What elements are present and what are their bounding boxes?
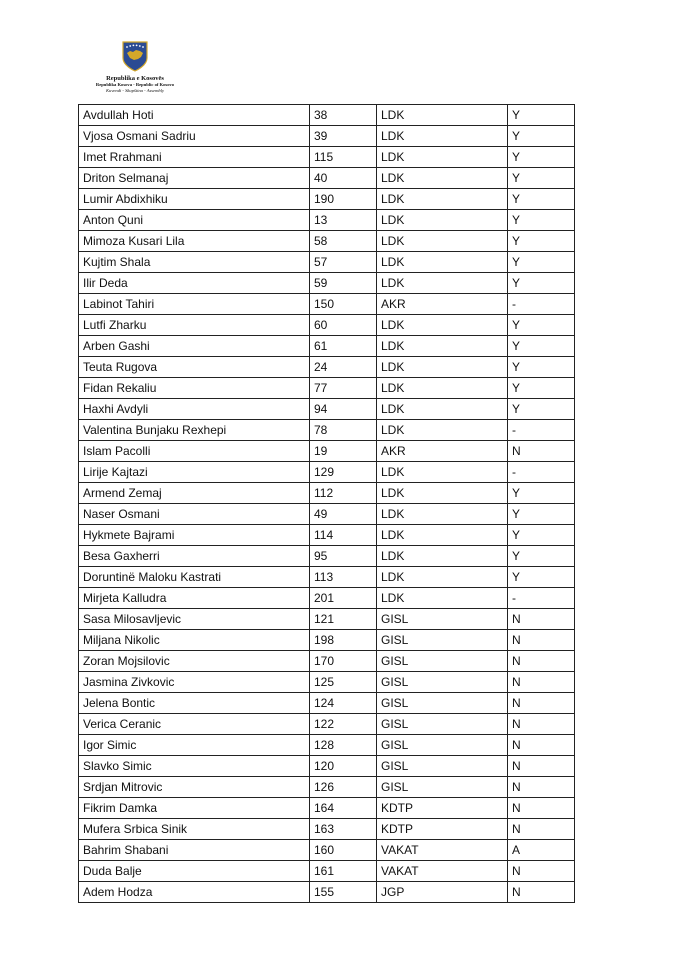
vote-table-body (79, 105, 575, 903)
table-row (79, 357, 575, 378)
vote-cell: N (508, 630, 575, 651)
vote-cell: Y (508, 504, 575, 525)
table-row (79, 525, 575, 546)
vote-cell: Y (508, 315, 575, 336)
party-cell: LDK (377, 252, 508, 273)
party-cell: LDK (377, 315, 508, 336)
member-name-cell: Lirije Kajtazi (79, 462, 310, 483)
party-cell: LDK (377, 168, 508, 189)
member-number-cell: 125 (310, 672, 377, 693)
member-number-cell: 78 (310, 420, 377, 441)
vote-cell: Y (508, 210, 575, 231)
member-number-cell: 190 (310, 189, 377, 210)
vote-cell: N (508, 861, 575, 882)
member-number-cell: 121 (310, 609, 377, 630)
member-name-cell: Verica Ceranic (79, 714, 310, 735)
party-cell: LDK (377, 546, 508, 567)
member-name-cell: Labinot Tahiri (79, 294, 310, 315)
party-cell: LDK (377, 378, 508, 399)
party-cell: GISL (377, 609, 508, 630)
table-row (79, 546, 575, 567)
vote-cell: Y (508, 546, 575, 567)
member-name-cell: Mimoza Kusari Lila (79, 231, 310, 252)
vote-cell: Y (508, 336, 575, 357)
table-row (79, 231, 575, 252)
party-cell: LDK (377, 588, 508, 609)
member-name-cell: Hykmete Bajrami (79, 525, 310, 546)
vote-cell: N (508, 609, 575, 630)
party-cell: LDK (377, 273, 508, 294)
vote-cell: N (508, 798, 575, 819)
member-number-cell: 126 (310, 777, 377, 798)
table-row (79, 756, 575, 777)
member-number-cell: 94 (310, 399, 377, 420)
member-name-cell: Teuta Rugova (79, 357, 310, 378)
vote-cell: Y (508, 105, 575, 126)
vote-cell: N (508, 735, 575, 756)
member-name-cell: Zoran Mojsilovic (79, 651, 310, 672)
table-row (79, 483, 575, 504)
member-number-cell: 163 (310, 819, 377, 840)
member-number-cell: 155 (310, 882, 377, 903)
member-number-cell: 164 (310, 798, 377, 819)
member-name-cell: Mufera Srbica Sinik (79, 819, 310, 840)
party-cell: LDK (377, 567, 508, 588)
member-number-cell: 160 (310, 840, 377, 861)
party-cell: LDK (377, 210, 508, 231)
member-name-cell: Mirjeta Kalludra (79, 588, 310, 609)
table-row (79, 294, 575, 315)
vote-cell: Y (508, 273, 575, 294)
member-name-cell: Kujtim Shala (79, 252, 310, 273)
member-name-cell: Valentina Bunjaku Rexhepi (79, 420, 310, 441)
vote-cell: N (508, 441, 575, 462)
vote-cell: Y (508, 567, 575, 588)
member-name-cell: Naser Osmani (79, 504, 310, 525)
table-row (79, 126, 575, 147)
member-number-cell: 38 (310, 105, 377, 126)
member-name-cell: Fikrim Damka (79, 798, 310, 819)
vote-cell: Y (508, 483, 575, 504)
table-row (79, 189, 575, 210)
table-row (79, 168, 575, 189)
member-number-cell: 150 (310, 294, 377, 315)
member-number-cell: 58 (310, 231, 377, 252)
member-name-cell: Jasmina Zivkovic (79, 672, 310, 693)
member-name-cell: Arben Gashi (79, 336, 310, 357)
vote-cell: Y (508, 126, 575, 147)
table-row (79, 462, 575, 483)
member-number-cell: 114 (310, 525, 377, 546)
table-row (79, 420, 575, 441)
member-number-cell: 61 (310, 336, 377, 357)
member-name-cell: Besa Gaxherri (79, 546, 310, 567)
table-row (79, 504, 575, 525)
table-row (79, 378, 575, 399)
party-cell: LDK (377, 126, 508, 147)
vote-cell: N (508, 756, 575, 777)
table-row (79, 693, 575, 714)
table-row (79, 567, 575, 588)
member-number-cell: 120 (310, 756, 377, 777)
header-assembly-name: Kuvendi - Skupština - Assembly (105, 88, 165, 93)
party-cell: LDK (377, 504, 508, 525)
member-name-cell: Fidan Rekaliu (79, 378, 310, 399)
member-number-cell: 122 (310, 714, 377, 735)
table-row (79, 399, 575, 420)
vote-cell: N (508, 819, 575, 840)
party-cell: GISL (377, 651, 508, 672)
party-cell: KDTP (377, 798, 508, 819)
party-cell: LDK (377, 357, 508, 378)
vote-cell: - (508, 462, 575, 483)
party-cell: LDK (377, 231, 508, 252)
member-number-cell: 19 (310, 441, 377, 462)
member-number-cell: 40 (310, 168, 377, 189)
member-number-cell: 95 (310, 546, 377, 567)
table-row (79, 819, 575, 840)
member-number-cell: 60 (310, 315, 377, 336)
party-cell: GISL (377, 714, 508, 735)
vote-cell: Y (508, 147, 575, 168)
member-name-cell: Ilir Deda (79, 273, 310, 294)
party-cell: LDK (377, 336, 508, 357)
party-cell: KDTP (377, 819, 508, 840)
vote-cell: A (508, 840, 575, 861)
table-row (79, 861, 575, 882)
party-cell: GISL (377, 672, 508, 693)
vote-cell: - (508, 294, 575, 315)
table-row (79, 672, 575, 693)
member-number-cell: 201 (310, 588, 377, 609)
member-name-cell: Imet Rrahmani (79, 147, 310, 168)
member-name-cell: Sasa Milosavljevic (79, 609, 310, 630)
table-row (79, 210, 575, 231)
member-number-cell: 57 (310, 252, 377, 273)
member-name-cell: Srdjan Mitrovic (79, 777, 310, 798)
member-number-cell: 115 (310, 147, 377, 168)
vote-table (78, 104, 575, 903)
member-number-cell: 124 (310, 693, 377, 714)
table-row (79, 315, 575, 336)
party-cell: LDK (377, 399, 508, 420)
table-row (79, 651, 575, 672)
party-cell: AKR (377, 441, 508, 462)
table-row (79, 798, 575, 819)
vote-cell: N (508, 882, 575, 903)
party-cell: LDK (377, 147, 508, 168)
table-row (79, 609, 575, 630)
member-number-cell: 59 (310, 273, 377, 294)
member-name-cell: Avdullah Hoti (79, 105, 310, 126)
member-name-cell: Lumir Abdixhiku (79, 189, 310, 210)
vote-cell: Y (508, 525, 575, 546)
table-row (79, 252, 575, 273)
member-number-cell: 24 (310, 357, 377, 378)
vote-cell: N (508, 672, 575, 693)
table-row (79, 336, 575, 357)
vote-cell: Y (508, 231, 575, 252)
member-number-cell: 128 (310, 735, 377, 756)
party-cell: GISL (377, 693, 508, 714)
member-number-cell: 161 (310, 861, 377, 882)
document-header (80, 40, 190, 100)
table-row (79, 588, 575, 609)
table-row (79, 630, 575, 651)
member-name-cell: Driton Selmanaj (79, 168, 310, 189)
vote-cell: - (508, 588, 575, 609)
member-name-cell: Anton Quni (79, 210, 310, 231)
party-cell: LDK (377, 189, 508, 210)
member-name-cell: Islam Pacolli (79, 441, 310, 462)
member-name-cell: Doruntinë Maloku Kastrati (79, 567, 310, 588)
member-name-cell: Armend Zemaj (79, 483, 310, 504)
vote-cell: Y (508, 399, 575, 420)
party-cell: LDK (377, 483, 508, 504)
table-row (79, 840, 575, 861)
party-cell: JGP (377, 882, 508, 903)
member-number-cell: 39 (310, 126, 377, 147)
party-cell: LDK (377, 462, 508, 483)
table-row (79, 714, 575, 735)
kosovo-coat-of-arms-icon (121, 40, 149, 72)
vote-cell: N (508, 651, 575, 672)
member-name-cell: Jelena Bontic (79, 693, 310, 714)
member-name-cell: Vjosa Osmani Sadriu (79, 126, 310, 147)
member-number-cell: 13 (310, 210, 377, 231)
member-number-cell: 129 (310, 462, 377, 483)
party-cell: LDK (377, 105, 508, 126)
member-number-cell: 198 (310, 630, 377, 651)
vote-cell: N (508, 777, 575, 798)
member-number-cell: 113 (310, 567, 377, 588)
member-number-cell: 170 (310, 651, 377, 672)
member-name-cell: Adem Hodza (79, 882, 310, 903)
member-name-cell: Slavko Simic (79, 756, 310, 777)
party-cell: VAKAT (377, 840, 508, 861)
member-name-cell: Igor Simic (79, 735, 310, 756)
header-country-name-translations: Republika Kosova - Republic of Kosovo (95, 82, 175, 87)
vote-cell: N (508, 714, 575, 735)
table-row (79, 105, 575, 126)
party-cell: VAKAT (377, 861, 508, 882)
vote-cell: N (508, 693, 575, 714)
vote-cell: Y (508, 378, 575, 399)
table-row (79, 273, 575, 294)
member-name-cell: Duda Balje (79, 861, 310, 882)
member-name-cell: Haxhi Avdyli (79, 399, 310, 420)
vote-cell: Y (508, 357, 575, 378)
party-cell: GISL (377, 735, 508, 756)
vote-cell: Y (508, 189, 575, 210)
table-row (79, 735, 575, 756)
party-cell: LDK (377, 420, 508, 441)
vote-cell: - (508, 420, 575, 441)
table-row (79, 147, 575, 168)
table-row (79, 882, 575, 903)
party-cell: GISL (377, 630, 508, 651)
header-country-name: Republika e Kosovës (106, 75, 164, 82)
member-number-cell: 112 (310, 483, 377, 504)
table-row (79, 777, 575, 798)
party-cell: GISL (377, 777, 508, 798)
member-name-cell: Miljana Nikolic (79, 630, 310, 651)
party-cell: AKR (377, 294, 508, 315)
member-name-cell: Bahrim Shabani (79, 840, 310, 861)
vote-cell: Y (508, 252, 575, 273)
member-number-cell: 49 (310, 504, 377, 525)
vote-cell: Y (508, 168, 575, 189)
table-row (79, 441, 575, 462)
party-cell: GISL (377, 756, 508, 777)
party-cell: LDK (377, 525, 508, 546)
member-name-cell: Lutfi Zharku (79, 315, 310, 336)
member-number-cell: 77 (310, 378, 377, 399)
